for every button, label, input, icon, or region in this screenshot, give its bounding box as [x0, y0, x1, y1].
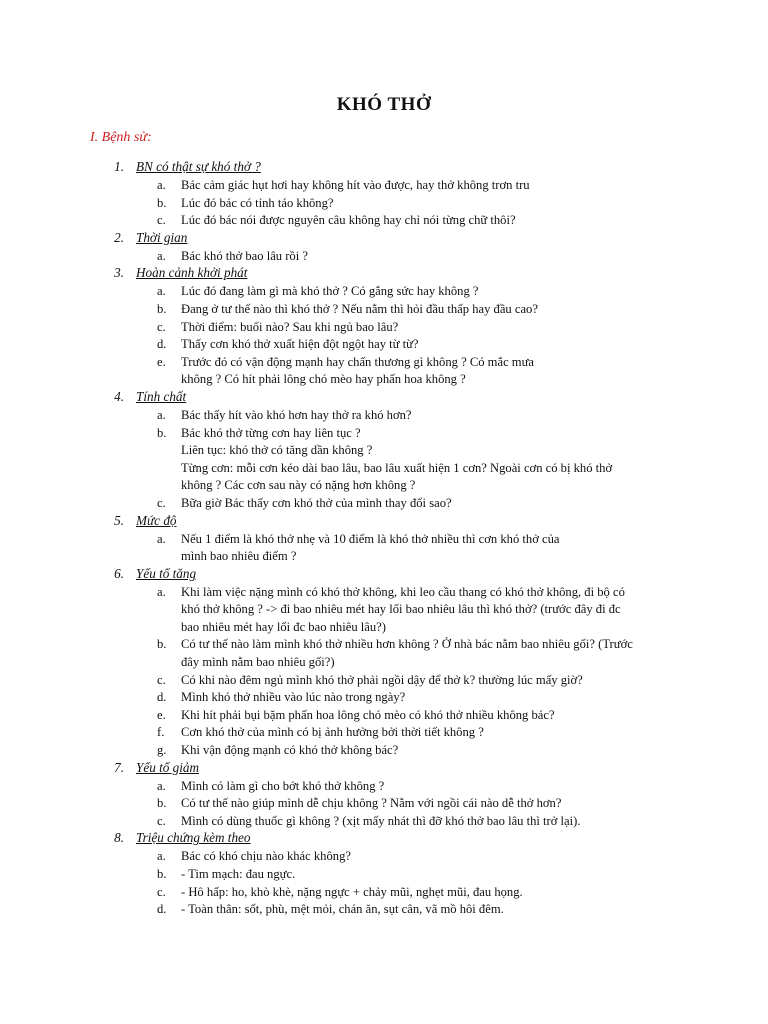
list-item-line — [0, 847, 768, 865]
list-item-line — [0, 618, 768, 636]
list-item-letter: d. — [157, 690, 167, 705]
list-item-letter: c. — [157, 319, 166, 334]
list-item-letter: e. — [157, 707, 166, 722]
question-title: Triệu chứng kèm theo — [136, 830, 251, 846]
list-item-text: mình bao nhiêu điểm ? — [181, 549, 297, 564]
list-item-line — [0, 353, 768, 371]
question-number: 5. — [114, 512, 124, 528]
list-item-line — [0, 459, 768, 477]
question-title: Yếu tố tăng — [136, 565, 197, 581]
list-item-letter: b. — [157, 195, 167, 210]
question-number: 4. — [114, 388, 124, 404]
question-heading — [0, 158, 768, 176]
list-item-line — [0, 370, 768, 388]
list-item-letter: a. — [157, 407, 166, 422]
list-item-line — [0, 688, 768, 706]
question-list — [0, 158, 768, 918]
list-item-text: Mình có làm gì cho bớt khó thở không ? — [181, 778, 385, 793]
list-item-text: Bác có khó chịu nào khác không? — [181, 849, 351, 864]
list-item-letter: b. — [157, 796, 167, 811]
list-item-letter: a. — [157, 778, 166, 793]
question-heading — [0, 264, 768, 282]
question-number: 8. — [114, 830, 124, 846]
list-item-text: Bữa giờ Bác thấy cơn khó thở của mình thay đổi sao? — [181, 495, 452, 510]
question-heading — [0, 229, 768, 247]
page-title: KHÓ THỞ — [336, 94, 432, 115]
list-item-line — [0, 406, 768, 424]
list-item-letter: f. — [157, 725, 165, 740]
list-item-text: Từng cơn: mỗi cơn kéo dài bao lâu, bao lâu xuất hiện 1 cơn? Ngoài cơn có bị khó thở — [181, 460, 613, 475]
list-item-line — [0, 335, 768, 353]
list-item-line — [0, 671, 768, 689]
list-item-line — [0, 300, 768, 318]
list-item-text: Có khi nào đêm ngủ mình khó thở phải ngồi dậy để thở k? thường lúc mấy giờ? — [181, 672, 583, 687]
list-item-line — [0, 794, 768, 812]
list-item-text: đây mình nằm bao nhiêu gối?) — [181, 655, 335, 670]
list-item-text: - Toàn thân: sốt, phù, mệt mỏi, chán ăn, sụt cân, vã mồ hôi đêm. — [181, 902, 504, 917]
list-item-letter: b. — [157, 301, 167, 316]
list-item-letter: c. — [157, 213, 166, 228]
list-item-letter: c. — [157, 884, 166, 899]
list-item-text: bao nhiêu mét hay lối đc bao nhiêu lâu?) — [181, 619, 386, 634]
list-item-line — [0, 247, 768, 265]
list-item-line — [0, 653, 768, 671]
list-item-text: Có tư thế nào làm mình khó thở nhiều hơn không ? Ở nhà bác nằm bao nhiêu gối? (Trước — [181, 637, 633, 652]
list-item-line — [0, 777, 768, 795]
list-item-letter: d. — [157, 902, 167, 917]
list-item-line — [0, 441, 768, 459]
list-item-letter: b. — [157, 867, 167, 881]
list-item-letter: a. — [157, 849, 166, 864]
list-item-letter: a. — [157, 178, 166, 192]
list-item-letter: c. — [157, 813, 166, 828]
question-heading — [0, 759, 768, 777]
list-item-letter: a. — [157, 584, 166, 599]
list-item-line — [0, 424, 768, 442]
question-number: 2. — [114, 229, 124, 245]
list-item-text: Lúc đó bác có tỉnh táo không? — [181, 195, 334, 210]
question-title: Thời gian — [136, 229, 188, 245]
list-item-line — [0, 900, 768, 918]
list-item-text: Bác khó thở từng cơn hay liên tục ? — [181, 425, 361, 440]
list-item-letter: a. — [157, 284, 166, 299]
list-item-text: Đang ở tư thế nào thì khó thở ? Nếu nằm thì hỏi đầu thấp hay đầu cao? — [181, 301, 538, 316]
list-item-text: Lúc đó đang làm gì mà khó thở ? Có gắng sức hay không ? — [181, 284, 479, 299]
list-item-line — [0, 741, 768, 759]
question-title: BN có thật sự khó thở ? — [136, 159, 261, 174]
list-item-line — [0, 883, 768, 901]
question-title: Hoàn cảnh khởi phát — [136, 265, 248, 281]
list-item-letter: c. — [157, 672, 166, 687]
list-item-text: Thấy cơn khó thở xuất hiện đột ngột hay từ từ? — [181, 337, 419, 352]
list-item-text: khó thở không ? -> đi bao nhiêu mét hay lối bao nhiêu lâu thì khó thở? (trước đây đi đc — [181, 602, 621, 617]
section-heading: I. Bệnh sử: — [90, 130, 152, 145]
question-heading — [0, 388, 768, 406]
question-number: 6. — [114, 565, 124, 581]
list-item-text: Liên tục: khó thở có tăng dần không ? — [181, 443, 373, 458]
list-item-text: Lúc đó bác nói được nguyên câu không hay chỉ nói từng chữ thôi? — [181, 213, 516, 228]
list-item-text: Nếu 1 điểm là khó thở nhẹ và 10 điểm là khó thở nhiều thì cơn khó thở của — [181, 531, 560, 546]
list-item-letter: a. — [157, 531, 166, 546]
list-item-line — [0, 865, 768, 883]
list-item-text: Cơn khó thở của mình có bị ảnh hưởng bởi thời tiết không ? — [181, 725, 484, 740]
list-item-letter: b. — [157, 425, 167, 440]
list-item-letter: a. — [157, 248, 166, 263]
list-item-line — [0, 194, 768, 212]
list-item-text: Khi hít phải bụi bặm phấn hoa lông chó mèo có khó thở nhiều không bác? — [181, 707, 555, 722]
list-item-line — [0, 211, 768, 229]
list-item-text: Thời điểm: buổi nào? Sau khi ngủ bao lâu? — [181, 319, 399, 334]
list-item-line — [0, 530, 768, 548]
question-title: Tính chất — [136, 388, 187, 404]
list-item-line — [0, 547, 768, 565]
list-item-text: không ? Có hít phải lông chó mèo hay phấn hoa không ? — [181, 372, 466, 387]
list-item-letter: d. — [157, 337, 167, 352]
list-item-line — [0, 635, 768, 653]
list-item-line — [0, 318, 768, 336]
list-item-letter: c. — [157, 495, 166, 510]
list-item-text: Bác thấy hít vào khó hơn hay thở ra khó hơn? — [181, 407, 412, 422]
list-item-line — [0, 723, 768, 741]
list-item-line — [0, 476, 768, 494]
list-item-text: - Hô hấp: ho, khò khè, nặng ngực + chảy mũi, nghẹt mũi, đau họng. — [181, 884, 523, 899]
list-item-line — [0, 583, 768, 601]
list-item-text: Khi vận động mạnh có khó thở không bác? — [181, 743, 399, 758]
question-heading — [0, 565, 768, 583]
list-item-text: - Tim mạch: đau ngực. — [181, 867, 296, 881]
list-item-text: không ? Các cơn sau này có nặng hơn không ? — [181, 478, 416, 493]
list-item-text: Có tư thế nào giúp mình dễ chịu không ? Nằm với ngồi cái nào dễ thở hơn? — [181, 796, 562, 811]
question-heading — [0, 829, 768, 847]
list-item-line — [0, 282, 768, 300]
list-item-text: Mình có dùng thuốc gì không ? (xịt mấy nhát thì đỡ khó thở bao lâu thì trở lại). — [181, 813, 581, 828]
question-title: Mức độ — [136, 512, 177, 528]
question-number: 7. — [114, 759, 124, 775]
list-item-text: Khi làm việc nặng mình có khó thở không, khi leo cầu thang có khó thở không, đi bộ có — [181, 584, 625, 599]
list-item-line — [0, 176, 768, 194]
list-item-text: Bác cảm giác hụt hơi hay không hít vào được, hay thở không trơn tru — [181, 178, 530, 192]
question-number: 3. — [114, 265, 124, 281]
list-item-text: Trước đó có vận động mạnh hay chấn thương gì không ? Có mắc mưa — [181, 354, 535, 369]
list-item-letter: b. — [157, 637, 167, 652]
list-item-text: Mình khó thở nhiều vào lúc nào trong ngày? — [181, 690, 406, 705]
list-item-letter: g. — [157, 743, 167, 758]
question-number: 1. — [114, 159, 124, 174]
question-title: Yếu tố giảm — [136, 759, 200, 775]
list-item-line — [0, 600, 768, 618]
list-item-letter: e. — [157, 354, 166, 369]
list-item-text: Bác khó thở bao lâu rồi ? — [181, 248, 308, 263]
list-item-line — [0, 494, 768, 512]
list-item-line — [0, 706, 768, 724]
list-item-line — [0, 812, 768, 830]
question-heading — [0, 512, 768, 530]
